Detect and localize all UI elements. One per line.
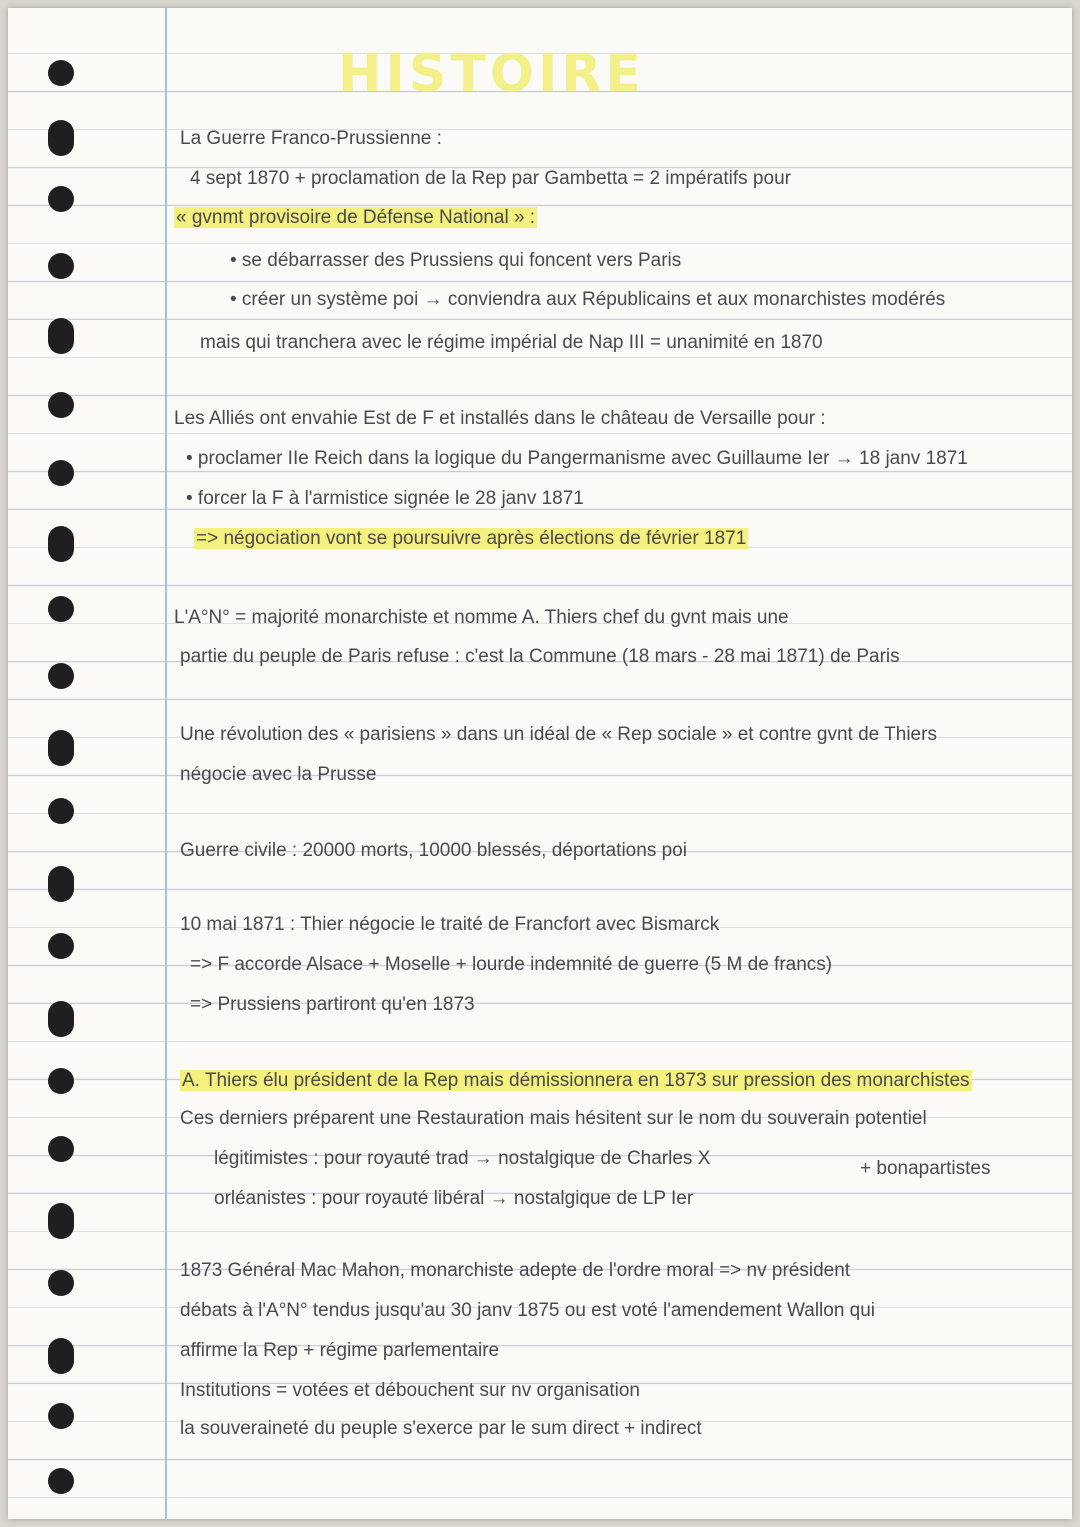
note-line-text: L'A°N° = majorité monarchiste et nomme A. Thiers chef du gvnt mais une — [174, 607, 789, 628]
note-line — [174, 205, 537, 231]
note-line-text: 10 mai 1871 : Thier négocie le traité de Francfort avec Bismarck — [180, 914, 720, 935]
note-line — [190, 952, 832, 978]
note-line-text: « gvnmt provisoire de Défense National » : — [176, 207, 536, 228]
note-line-text: • proclamer IIe Reich dans la logique du Pangermanisme avec Guillaume Ier → 18 janv 1871 — [186, 448, 968, 469]
binder-hole — [48, 596, 74, 622]
note-line — [180, 912, 719, 938]
binder-hole — [48, 730, 74, 766]
note-line-text: orléanistes : pour royauté libéral → nostalgique de LP Ier — [214, 1188, 694, 1209]
note-line-text: 4 sept 1870 + proclamation de la Rep par Gambetta = 2 impératifs pour — [190, 168, 791, 189]
binder-hole — [48, 60, 74, 86]
note-line — [174, 605, 789, 631]
note-line-text: mais qui tranchera avec le régime impérial de Nap III = unanimité en 1870 — [200, 332, 823, 353]
note-line-text: => Prussiens partiront qu'en 1873 — [190, 994, 475, 1015]
note-line-text: 1873 Général Mac Mahon, monarchiste adepte de l'ordre moral => nv président — [180, 1260, 851, 1281]
note-line — [186, 446, 968, 472]
note-line — [186, 486, 584, 512]
binder-hole — [48, 1136, 74, 1162]
note-line-text: La Guerre Franco-Prussienne : — [180, 128, 442, 149]
note-line — [180, 838, 687, 864]
page-title: HISTOIRE — [338, 44, 645, 104]
note-line-text: Guerre civile : 20000 morts, 10000 blessés, déportations poi — [180, 840, 687, 861]
margin-line — [165, 8, 167, 1519]
note-line-text: affirme la Rep + régime parlementaire — [180, 1340, 500, 1361]
binder-hole — [48, 933, 74, 959]
note-line-text: Institutions = votées et débouchent sur nv organisation — [180, 1380, 640, 1401]
binder-hole — [48, 1203, 74, 1239]
note-line — [230, 287, 945, 313]
note-line-text: => F accorde Alsace + Moselle + lourde indemnité de guerre (5 M de francs) — [190, 954, 833, 975]
note-line-text: négocie avec la Prusse — [180, 764, 377, 785]
note-line — [180, 644, 900, 670]
note-line — [180, 1338, 499, 1364]
note-line-text: la souveraineté du peuple s'exerce par le sum direct + indirect — [180, 1418, 702, 1439]
note-line — [180, 1298, 875, 1324]
binder-hole — [48, 663, 74, 689]
binder-hole — [48, 526, 74, 562]
note-line-text: • créer un système poi → conviendra aux Républicains et aux monarchistes modérés — [230, 289, 946, 310]
binder-hole — [48, 866, 74, 902]
note-line — [200, 330, 823, 356]
note-line — [174, 406, 826, 432]
note-line — [230, 248, 681, 274]
binder-hole — [48, 186, 74, 212]
note-line — [180, 722, 937, 748]
binder-hole — [48, 253, 74, 279]
note-line-text: débats à l'A°N° tendus jusqu'au 30 janv 1875 ou est voté l'amendement Wallon qui — [180, 1300, 876, 1321]
note-line-text: A. Thiers élu président de la Rep mais démissionnera en 1873 sur pression des monarchistes — [182, 1070, 970, 1091]
note-line — [180, 1378, 640, 1404]
note-line-text: + bonapartistes — [860, 1158, 991, 1179]
binder-hole — [48, 120, 74, 156]
note-line-text: • forcer la F à l'armistice signée le 28 janv 1871 — [186, 488, 584, 509]
note-line-text: partie du peuple de Paris refuse : c'est la Commune (18 mars - 28 mai 1871) de Paris — [180, 646, 900, 667]
note-line — [180, 762, 376, 788]
note-line-text: légitimistes : pour royauté trad → nostalgique de Charles X — [214, 1148, 711, 1169]
binder-hole — [48, 1468, 74, 1494]
note-line — [214, 1146, 710, 1172]
binder-hole — [48, 1068, 74, 1094]
note-line — [190, 166, 791, 192]
binder-hole — [48, 1338, 74, 1374]
note-line — [190, 992, 475, 1018]
note-line-text: • se débarrasser des Prussiens qui foncent vers Paris — [230, 250, 682, 271]
note-line — [180, 1068, 972, 1094]
binder-hole — [48, 1403, 74, 1429]
binder-hole — [48, 1270, 74, 1296]
binder-hole — [48, 1001, 74, 1037]
binder-hole — [48, 318, 74, 354]
binder-hole — [48, 798, 74, 824]
note-line — [860, 1156, 990, 1182]
note-line — [194, 526, 748, 552]
binder-hole — [48, 460, 74, 486]
note-line-text: Les Alliés ont envahie Est de F et installés dans le château de Versaille pour : — [174, 408, 826, 429]
note-line — [180, 1106, 927, 1132]
note-line — [180, 1258, 850, 1284]
note-line-text: => négociation vont se poursuivre après élections de février 1871 — [196, 528, 747, 549]
note-line — [214, 1186, 693, 1212]
note-line — [180, 126, 442, 152]
note-line-text: Une révolution des « parisiens » dans un idéal de « Rep sociale » et contre gvnt de Thiers — [180, 724, 937, 745]
note-line — [180, 1416, 702, 1442]
note-line-text: Ces derniers préparent une Restauration mais hésitent sur le nom du souverain potentiel — [180, 1108, 927, 1129]
binder-hole — [48, 392, 74, 418]
notebook-page — [8, 8, 1072, 1519]
